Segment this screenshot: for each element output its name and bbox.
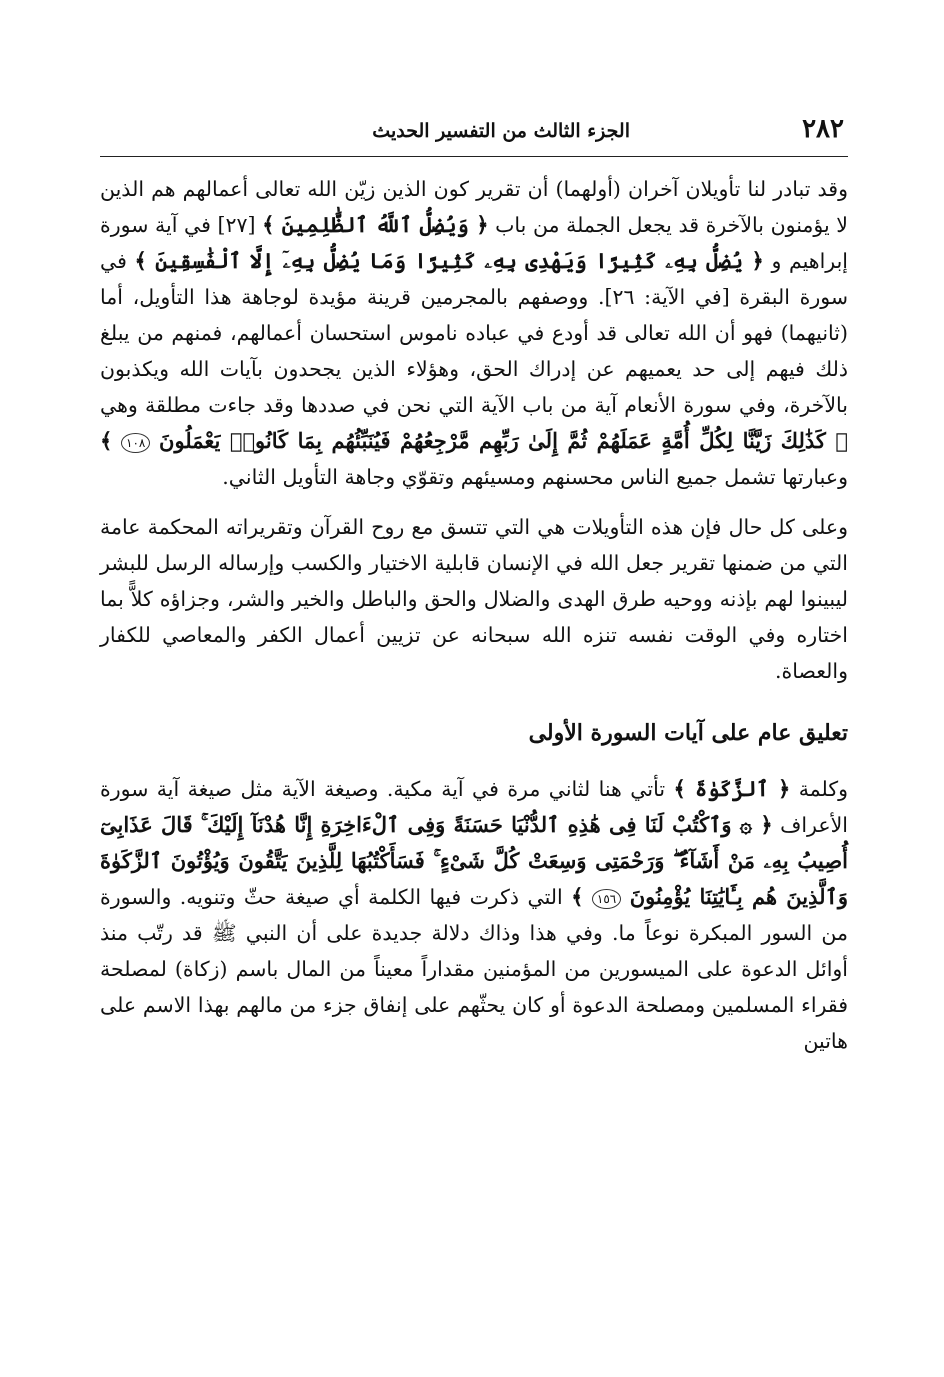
ayah-number-marker: ١٠٨ bbox=[121, 433, 150, 453]
section-heading: تعليق عام على آيات السورة الأولى bbox=[528, 720, 848, 746]
page-number: ٢٨٢ bbox=[802, 114, 844, 144]
paragraph-conclusion: وعلى كل حال فإن هذه التأويلات هي التي تتسق مع روح القرآن وتقريراته المحكمة عامة التي من ضمنها تقرير جعل الله في الإنسان قابلية الاختيار والكسب وإرساله الرسل للبشر ليبينوا لهم بإذنه ووحيه طرق الهدى والضلال والحق والباطل والخير والشر، وجزاؤه كلاًّ بما اختاره وفي الوقت نفسه تنزه الله سبحانه عن تزيين أعمال الكفر والمعاصي للكفار والعصاة. bbox=[100, 515, 848, 683]
quran-quote: ﴿ كَذَٰلِكَ زَيَّنَّا لِكُلِّ أُمَّةٍ عَمَلَهُمْ ثُمَّ إِلَىٰ رَبِّهِم مَّرْجِعُهُمْ فَيُنَبِّئُهُم بِمَا كَانُوا۟ يَعْمَلُونَ bbox=[159, 428, 848, 453]
paragraph-interpretations bbox=[100, 171, 848, 495]
book-page bbox=[100, 108, 848, 1328]
paragraph-zakat bbox=[100, 771, 848, 1059]
quran-quote-close: ﴾ bbox=[571, 884, 584, 909]
book-title: الجزء الثالث من التفسير الحديث bbox=[372, 120, 630, 142]
quran-quote: ﴿ وَيُضِلُّ ٱللَّهُ ٱلظَّٰلِمِينَ ﴾ bbox=[262, 212, 489, 237]
paragraph-text: التي ذكرت فيها الكلمة أي صيغة حثّ وتنويه. والسورة من السور المبكرة نوعاً ما. وفي هذا وذاك دلالة جديدة على أن النبي ﷺ قد رتّب منذ أوائل الدعوة على الميسورين من المؤمنين مقداراً معيناً من المال باسم (زكاة) لمصلحة فقراء المسلمين ومصلحة الدعوة أو كان يحثّهم على إنفاق جزء من مالهم بهذا الاسم على هاتين bbox=[100, 885, 848, 1053]
quran-quote: ﴿ ۞ وَٱكْتُبْ لَنَا فِى هَٰذِهِ ٱلدُّنْيَا حَسَنَةً وَفِى ٱلْءَاخِرَةِ إِنَّا هُدْنَآ إِلَيْكَ ۚ قَالَ عَذَابِىٓ أُصِيبُ بِهِۦ مَنْ أَشَآءُ ۖ وَرَحْمَتِى وَسِعَتْ كُلَّ شَىْءٍ ۚ فَسَأَكْتُبُهَا لِلَّذِينَ يَتَّقُونَ وَيُؤْتُونَ ٱلزَّكَوٰةَ وَٱلَّذِينَ هُم بِـَٔايَٰتِنَا يُؤْمِنُونَ bbox=[100, 812, 848, 909]
ayah-number-marker: ١٥٦ bbox=[592, 889, 621, 909]
paragraph-text: [٢٧] في آية سورة إبراهيم و bbox=[100, 213, 848, 273]
quran-quote: ﴿ يُضِلُّ بِهِۦ كَثِيرًا وَيَهْدِى بِهِۦ كَثِيرًا وَمَا يُضِلُّ بِهِۦٓ إِلَّا ٱلْفَٰسِقِينَ ﴾ bbox=[134, 248, 764, 273]
running-header bbox=[100, 108, 848, 157]
paragraph-text: تأتي هنا لثاني مرة في آية مكية. وصيغة الآية مثل صيغة آية سورة الأعراف bbox=[100, 777, 848, 837]
quran-quote-close: ﴾ bbox=[100, 428, 113, 453]
paragraph-text: وعبارتها تشمل جميع الناس محسنهم ومسيئهم وتقوّي وجاهة التأويل الثاني. bbox=[222, 465, 848, 489]
quran-quote: ﴿ ٱلزَّكَوٰةَ ﴾ bbox=[673, 776, 791, 801]
paragraph-text: وقد تبادر لنا تأويلان آخران (أولهما) أن تقرير كون الذين زيّن الله تعالى أعمالهم هم الذين لا يؤمنون بالآخرة قد يجعل الجملة من باب bbox=[100, 177, 848, 237]
paragraph-text: وكلمة bbox=[798, 777, 848, 801]
paragraph-text: في سورة البقرة [في الآية: ٢٦]. ووصفهم بالمجرمين قرينة مؤيدة لوجاهة هذا التأويل، أما (ثانيهما) فهو أن الله تعالى قد أودع في عباده ناموس استحسان أعمالهم، فمنهم من يبلغ ذلك فيهم إلى حد يعميهم عن إدراك الحق، وهؤلاء الذين يجحدون بآيات الله ويكذبون بالآخرة، وفي سورة الأنعام آية من باب الآية التي نحن في صددها وقد جاءت مطلقة وهي bbox=[100, 249, 848, 417]
page-content bbox=[100, 171, 848, 1059]
